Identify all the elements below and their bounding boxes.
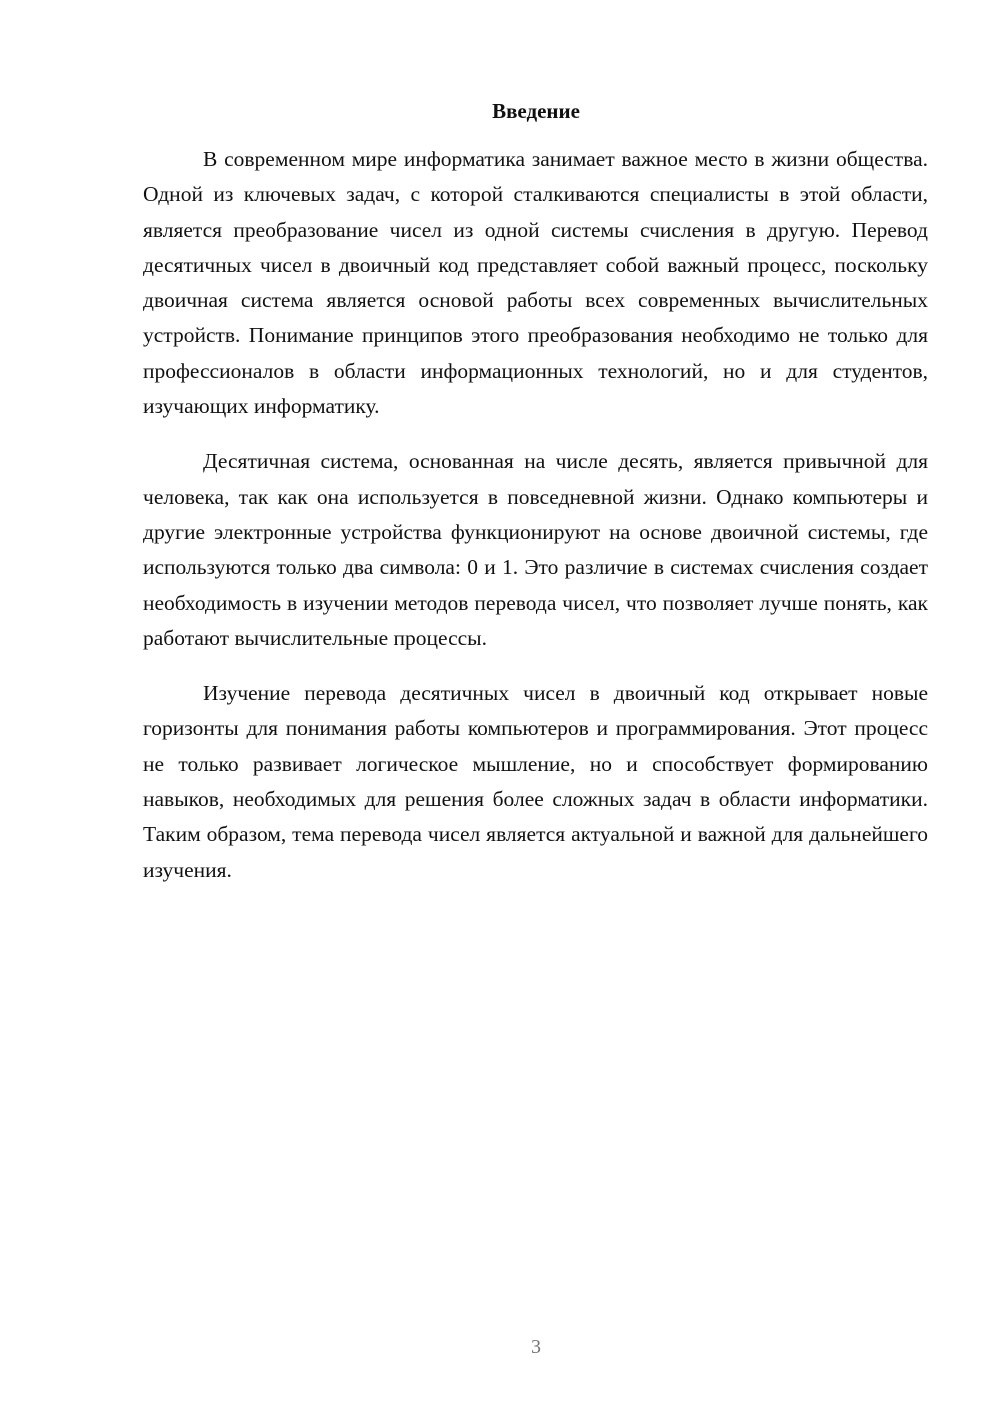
body-text xyxy=(143,142,928,908)
paragraph-2: Десятичная система, основанная на числе десять, является привычной для человека, так как она используется в повседневной жизни. Однако компьютеры и другие электронные устройства функционируют на основе двоичной системы, где используются только два символа: 0 и 1. Это различие в системах счисления создает необходимость в изучении методов перевода чисел, что позволяет лучше понять, как работают вычислительные процессы. xyxy=(143,449,928,650)
paragraph-1: В современном мире информатика занимает важное место в жизни общества. Одной из ключевых задач, с которой сталкиваются специалисты в этой области, является преобразование чисел из одной системы счисления в другую. Перевод десятичных чисел в двоичный код представляет собой важный процесс, поскольку двоичная система является основой работы всех современных вычислительных устройств. Понимание принципов этого преобразования необходимо не только для профессионалов в области информационных технологий, но и для студентов, изучающих информатику. xyxy=(143,147,928,419)
paragraph-3: Изучение перевода десятичных чисел в двоичный код открывает новые горизонты для понимания работы компьютеров и программирования. Этот процесс не только развивает логическое мышление, но и способствует формированию навыков, необходимых для решения более сложных задач в области информатики. Таким образом, тема перевода чисел является актуальной и важной для дальнейшего изучения. xyxy=(143,681,928,882)
page-number: 3 xyxy=(531,1336,541,1358)
section-title: Введение xyxy=(492,99,580,123)
